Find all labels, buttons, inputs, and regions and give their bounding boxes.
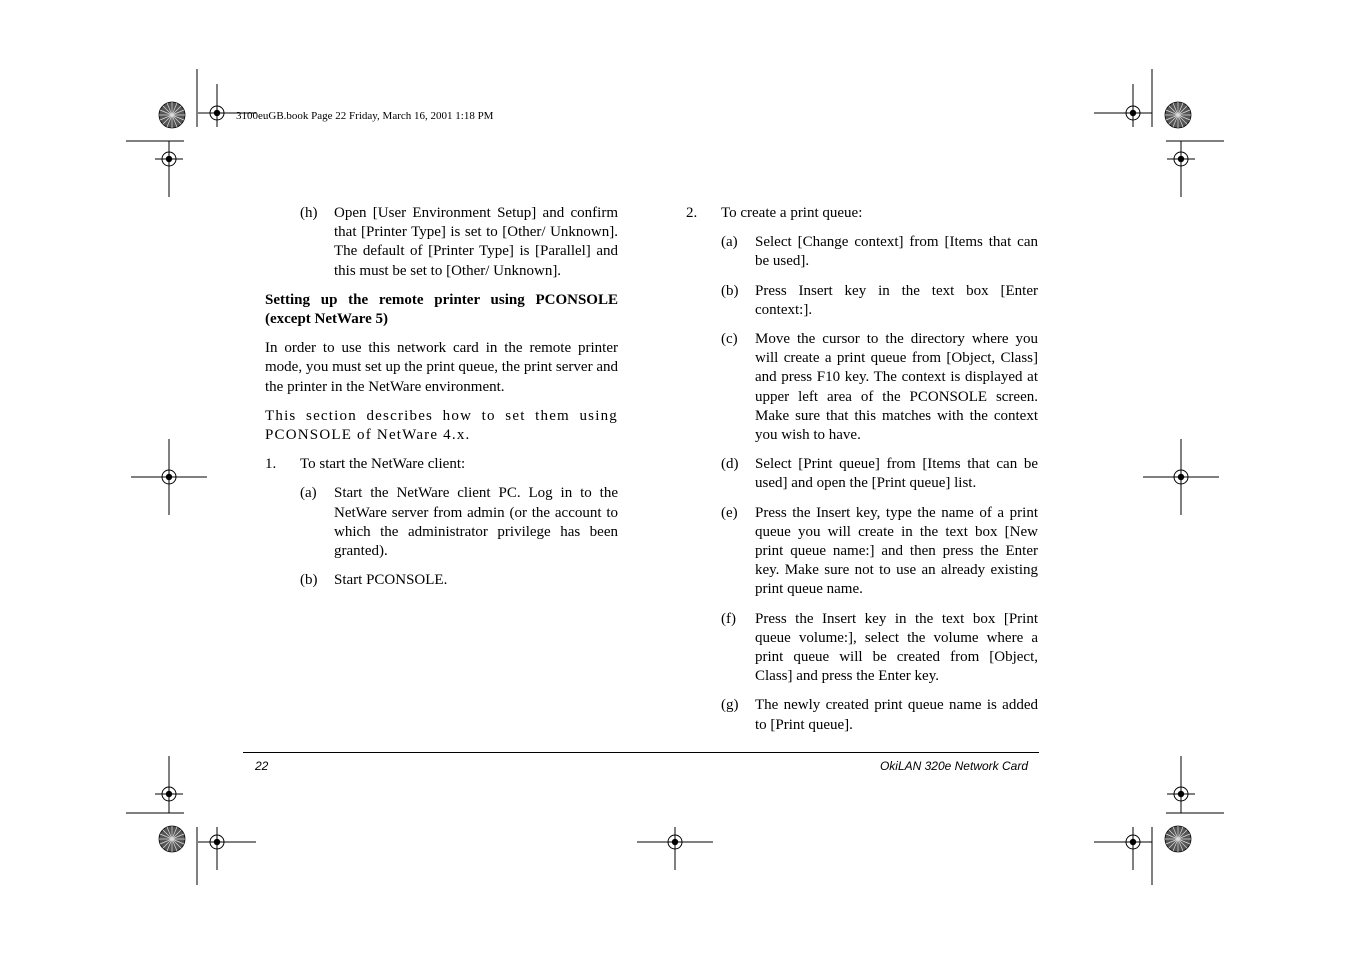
item-label: (a) bbox=[300, 485, 317, 502]
item-label: (d) bbox=[721, 456, 739, 473]
right-column bbox=[686, 204, 1038, 745]
item-text: Press the Insert key in the text box [Print queue volume:], select the volume where a print queue will be created from [Object, Class] and press the Enter key. bbox=[755, 610, 1038, 685]
item-label: (f) bbox=[721, 610, 736, 627]
list-item bbox=[265, 455, 618, 474]
item-text: To start the NetWare client: bbox=[300, 456, 466, 473]
item-text: Start the NetWare client PC. Log in to the NetWare server from admin (or the account to which the administrator privilege has been granted). bbox=[334, 485, 618, 560]
item-label: 1. bbox=[265, 456, 277, 473]
list-item bbox=[686, 204, 1038, 223]
page-number: 22 bbox=[255, 759, 269, 773]
product-title: OkiLAN 320e Network Card bbox=[879, 759, 1028, 773]
item-text: The newly created print queue name is added to [Print queue]. bbox=[755, 697, 1038, 733]
item-text: Open [User Environment Setup] and confirm that [Printer Type] is set to [Other/ Unknown]. The default of [Printer Type] is [Parallel] and this must be set to [Other/ Unknown]. bbox=[334, 205, 618, 279]
item-label: (e) bbox=[721, 504, 738, 521]
item-label: (a) bbox=[721, 234, 738, 251]
item-label: (c) bbox=[721, 331, 738, 348]
list-item bbox=[686, 233, 1038, 271]
item-text: Select [Change context] from [Items that can be used]. bbox=[755, 234, 1038, 270]
left-column bbox=[265, 204, 618, 600]
list-item bbox=[265, 571, 618, 590]
item-label: (b) bbox=[721, 282, 739, 299]
item-label: (g) bbox=[721, 697, 739, 714]
list-item bbox=[686, 696, 1038, 734]
paragraph: This section describes how to set them using PCONSOLE of NetWare 4.x. bbox=[265, 407, 618, 444]
list-item bbox=[686, 282, 1038, 320]
footer-rule bbox=[243, 752, 1039, 753]
item-text: Press Insert key in the text box [Enter context:]. bbox=[755, 282, 1038, 318]
paragraph: In order to use this network card in the remote printer mode, you must set up the print queue, the print server and the printer in the NetWare environment. bbox=[265, 340, 618, 395]
item-text: To create a print queue: bbox=[721, 205, 863, 221]
item-text: Start PCONSOLE. bbox=[334, 572, 448, 589]
item-text: Move the cursor to the directory where you will create a print queue from [Object, Class] and press F10 key. The context is displayed at upper left area of the PCONSOLE screen. Make sure that this matches with the context you wish to have. bbox=[755, 331, 1038, 444]
item-text: Press the Insert key, type the name of a print queue you will create in the text box [New print queue name:] and then press the Enter key. Make sure not to use an already existing print queue name. bbox=[755, 504, 1038, 598]
item-label: 2. bbox=[686, 205, 698, 221]
item-label: (b) bbox=[300, 572, 318, 589]
list-item bbox=[265, 204, 618, 281]
list-item bbox=[686, 455, 1038, 493]
list-item bbox=[686, 330, 1038, 445]
list-item bbox=[686, 504, 1038, 600]
list-item bbox=[265, 484, 618, 561]
section-heading: Setting up the remote printer using PCONSOLE (except NetWare 5) bbox=[265, 291, 618, 328]
item-text: Select [Print queue] from [Items that can be used] and open the [Print queue] list. bbox=[755, 456, 1038, 492]
item-label: (h) bbox=[300, 205, 318, 221]
list-item bbox=[686, 610, 1038, 687]
book-header-stamp: 3100euGB.book Page 22 Friday, March 16, 2001 1:18 PM bbox=[236, 110, 494, 122]
